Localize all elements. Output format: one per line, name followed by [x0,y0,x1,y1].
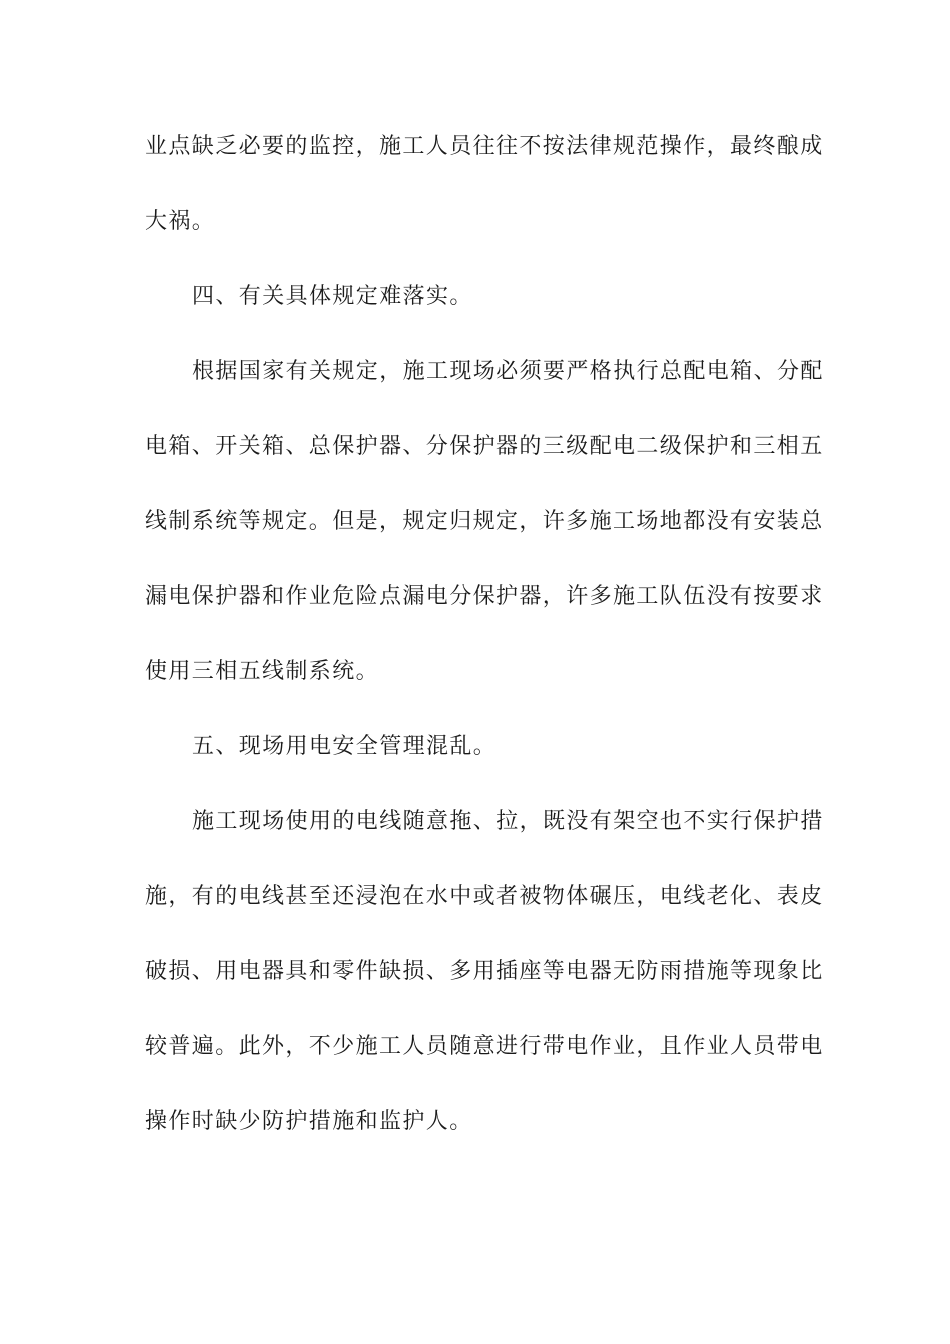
text-line-13: 较普遍。此外，不少施工人员随意进行带电作业，且作业人员带电 [145,1034,824,1059]
text-line-7: 漏电保护器和作业危险点漏电分保护器，许多施工队伍没有按要求 [145,584,824,609]
text-line-12: 破损、用电器具和零件缺损、多用插座等电器无防雨措施等现象比 [145,959,824,984]
text-line-5: 电箱、开关箱、总保护器、分保护器的三级配电二级保护和三相五 [145,434,824,459]
text-line-10: 施工现场使用的电线随意拖、拉，既没有架空也不实行保护措 [192,809,824,834]
document-body [145,128,824,1141]
text-line-6: 线制系统等规定。但是，规定归规定，许多施工场地都没有安装总 [145,509,824,534]
text-line-14: 操作时缺少防护措施和监护人。 [145,1109,473,1134]
text-line-4: 根据国家有关规定，施工现场必须要严格执行总配电箱、分配 [192,359,824,384]
text-line-1: 业点缺乏必要的监控，施工人员往往不按法律规范操作，最终酿成 [145,134,824,159]
text-line-11: 施，有的电线甚至还浸泡在水中或者被物体碾压，电线老化、表皮 [145,884,824,909]
section-heading-5: 五、现场用电安全管理混乱。 [192,734,497,759]
text-line-2: 大祸。 [145,209,216,234]
text-line-8: 使用三相五线制系统。 [145,659,380,684]
section-heading-4: 四、有关具体规定难落实。 [192,284,473,309]
